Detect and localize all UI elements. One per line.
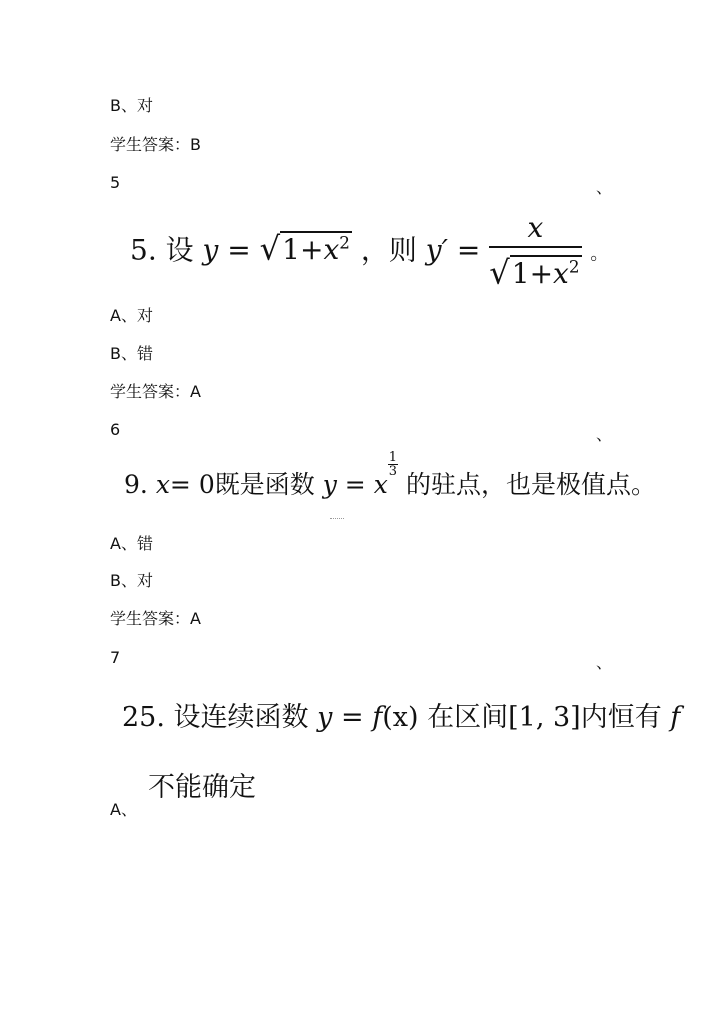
- q5-fig-y: y: [202, 233, 219, 267]
- q6-student-answer: 学生答案：A: [110, 609, 201, 628]
- q6-fig-text2: 的驻点，也是极值点。: [406, 470, 657, 499]
- q6-fig-exponent: [388, 451, 398, 478]
- q6-fig-eq0: = 0: [169, 470, 215, 499]
- q5-fig-eq: =: [227, 233, 251, 267]
- q6-fig-eq: =: [344, 470, 366, 499]
- q4-student-answer: 学生答案：B: [110, 135, 201, 154]
- q6-fig-base-x: x: [373, 470, 388, 499]
- q7-fig-text2: 在区间[1, 3]内恒有: [427, 702, 662, 733]
- q6-option-b: B、对: [110, 571, 153, 590]
- q5-fig-eq2: =: [456, 233, 481, 267]
- q7-number-mark: 、: [596, 653, 613, 672]
- q7-fig-label: 25.: [122, 702, 165, 733]
- q5-fig-denominator: $√1+x^2$: [489, 253, 580, 292]
- q6-fig-exp-den: 3: [388, 464, 398, 479]
- scan-artifact: [330, 518, 344, 523]
- q7-fig-text1: 设连续函数: [173, 702, 309, 733]
- q5-fig-exp: 2: [339, 233, 350, 253]
- q7-fig-tail: f: [670, 702, 681, 733]
- q7-fig-f: f: [372, 702, 383, 733]
- q7-fig-arg: (x): [382, 702, 419, 733]
- q5-fig-text1: 设: [165, 233, 194, 267]
- q5-fig-numerator: x: [489, 212, 581, 248]
- q7-number: 7: [110, 648, 121, 667]
- q6-fig-y: y: [322, 470, 337, 499]
- q5-student-answer: 学生答案：A: [110, 382, 201, 401]
- q6-number-mark: 、: [596, 425, 613, 444]
- q5-fig-one-plus: 1+: [282, 233, 324, 267]
- q7-fig-eq: =: [341, 702, 364, 733]
- q6-fig-x: x: [155, 470, 170, 499]
- q5-fig-label: 5.: [130, 233, 157, 267]
- q5-number-mark: 、: [596, 178, 613, 197]
- q5-fig-radical: √: [259, 229, 281, 268]
- q7-question-figure: [122, 695, 724, 741]
- q5-fig-comma-then: ，则: [360, 233, 417, 267]
- q7-option-a: A、: [110, 800, 137, 819]
- q5-fig-den-x: x: [553, 257, 569, 291]
- q7-option-a-figure: 不能确定: [148, 772, 256, 803]
- q6-fig-label: 9.: [124, 470, 148, 499]
- q5-number: 5: [110, 173, 121, 192]
- q6-fig-text1: 既是函数: [214, 470, 315, 499]
- q7-fig-y: y: [317, 702, 333, 733]
- q5-fig-period: 。: [590, 243, 609, 265]
- q5-option-a: A、对: [110, 306, 153, 325]
- q5-fig-yprime: y′: [425, 233, 448, 267]
- q5-fig-sqrt-body: [280, 231, 352, 266]
- q5-fig-den-exp: 2: [568, 257, 580, 278]
- q6-number: 6: [110, 420, 121, 439]
- q6-question-figure: [124, 450, 657, 515]
- q5-option-b: B、错: [110, 344, 153, 363]
- q5-fig-den-one-plus: 1+: [511, 257, 554, 291]
- q5-fig-x: x: [323, 233, 340, 267]
- q5-question-figure: [130, 198, 609, 292]
- q4-option-b: B、对: [110, 96, 153, 115]
- q6-option-a: A、错: [110, 534, 153, 553]
- q5-fig-fraction: [489, 212, 581, 291]
- q6-fig-exp-num: 1: [388, 450, 398, 465]
